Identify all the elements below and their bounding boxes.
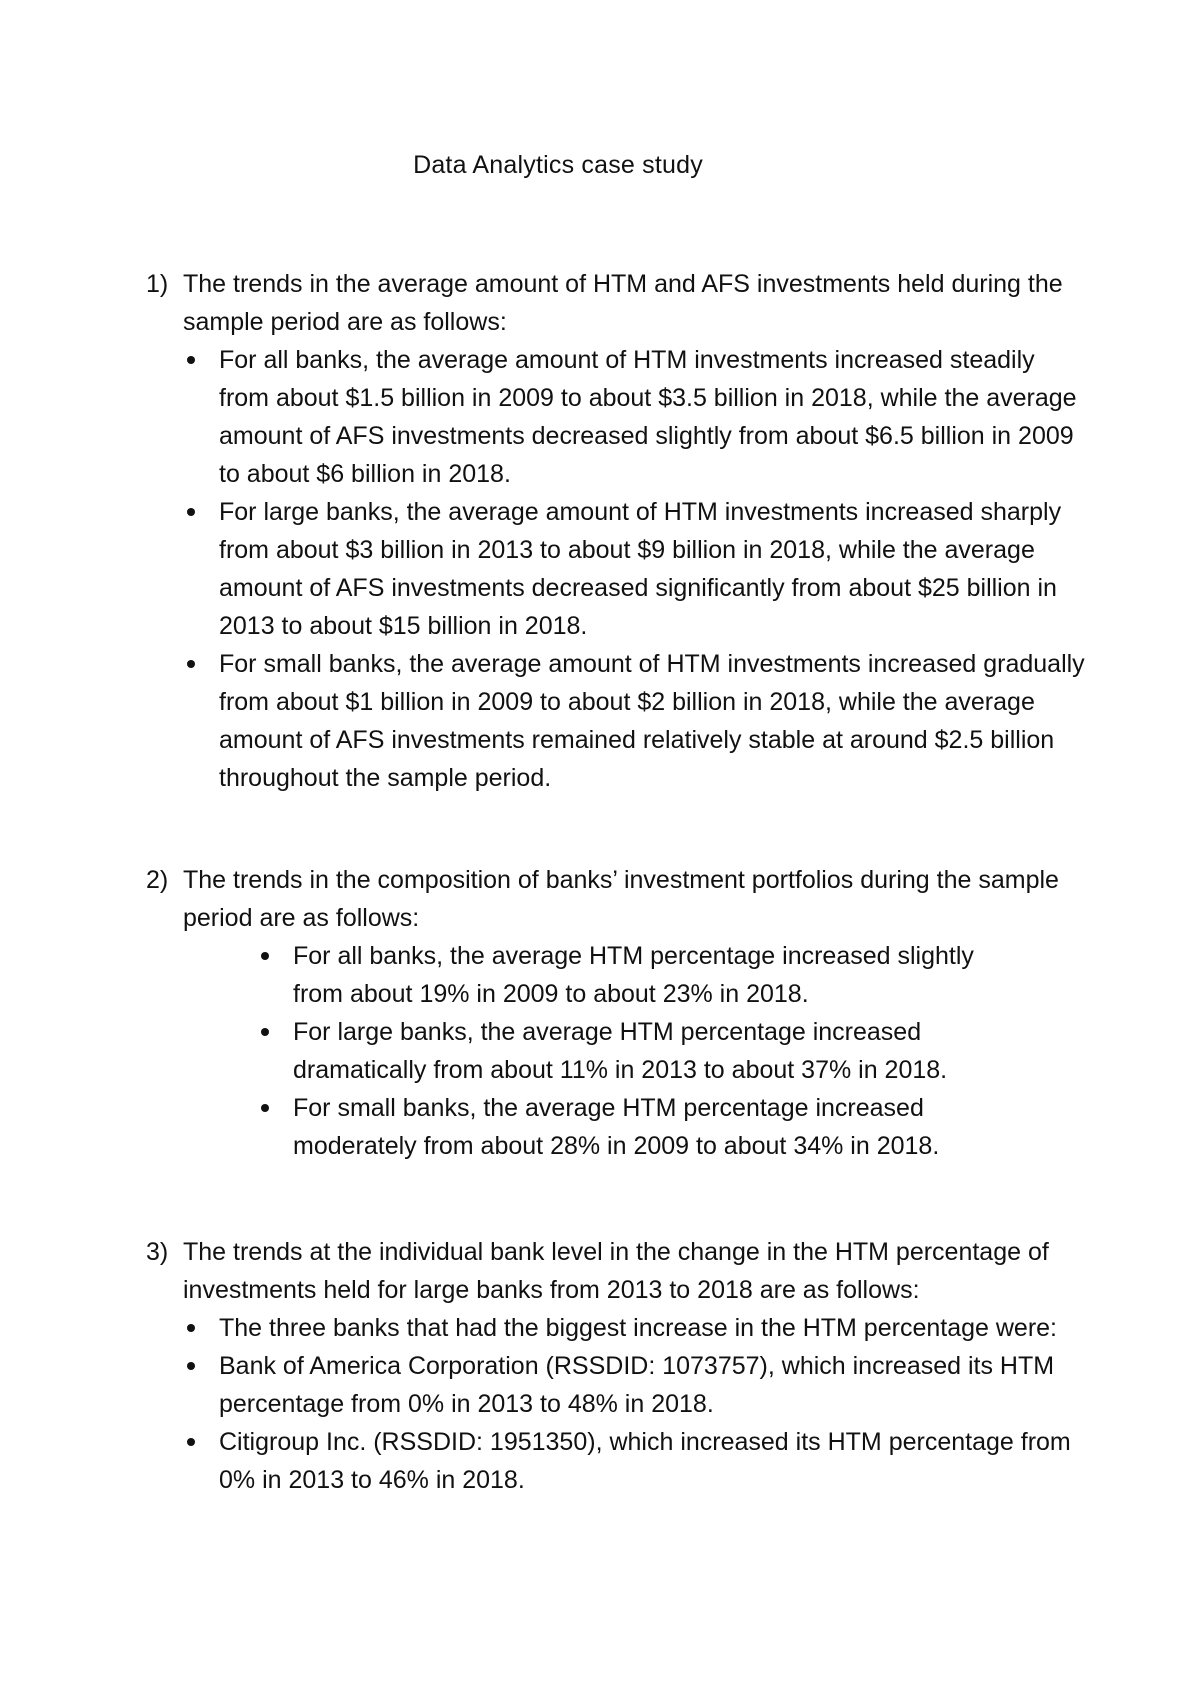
section-number: 2) (146, 866, 169, 894)
section-3 (0, 1233, 1200, 1499)
list-item (0, 937, 993, 1013)
bullet-list (0, 341, 1200, 797)
list-item-text: For small banks, the average amount of HTM investments increased gradually from about $1 billion in 2009 to about $2 billion in 2018, while the average amount of AFS investments remained relatively stable at around $2.5 billion throughout the sample period. (219, 650, 1085, 792)
list-item-text: For large banks, the average HTM percentage increased dramatically from about 11% in 2013 to about 37% in 2018. (293, 1018, 948, 1084)
bullet-icon (187, 1324, 195, 1332)
bullet-icon (187, 1438, 195, 1446)
bullet-icon (187, 508, 195, 516)
section-intro: The trends in the average amount of HTM and AFS investments held during the sample period are as follows: (183, 270, 1063, 336)
section-3-heading (0, 1233, 1200, 1309)
bullet-icon (261, 952, 269, 960)
list-item (0, 1013, 993, 1089)
bullet-list (0, 1309, 1200, 1499)
section-number: 1) (146, 270, 169, 298)
list-item-text: For all banks, the average HTM percentage increased slightly from about 19% in 2009 to about 23% in 2018. (293, 942, 974, 1008)
bullet-icon (187, 660, 195, 668)
list-item (0, 493, 1089, 645)
list-item-text: The three banks that had the biggest increase in the HTM percentage were: (219, 1314, 1057, 1342)
section-1 (0, 265, 1200, 797)
bullet-icon (261, 1028, 269, 1036)
list-item (0, 341, 1089, 493)
list-item (0, 1347, 1089, 1423)
list-item (0, 1089, 993, 1165)
section-2-heading (0, 861, 1200, 937)
document-title: Data Analytics case study (413, 151, 703, 179)
section-intro: The trends in the composition of banks’ investment portfolios during the sample period are as follows: (183, 866, 1059, 932)
list-item (0, 645, 1089, 797)
bullet-list (0, 937, 1200, 1165)
section-intro: The trends at the individual bank level in the change in the HTM percentage of investments held for large banks from 2013 to 2018 are as follows: (183, 1238, 1049, 1304)
list-item (0, 1309, 1089, 1347)
section-2 (0, 861, 1200, 1165)
list-item (0, 1423, 1089, 1499)
bullet-icon (187, 1362, 195, 1370)
section-number: 3) (146, 1238, 169, 1266)
bullet-icon (261, 1104, 269, 1112)
list-item-text: For all banks, the average amount of HTM investments increased steadily from about $1.5 billion in 2009 to about $3.5 billion in 2018, while the average amount of AFS investments decreased slightly from about $6.5 billion in 2009 to about $6 billion in 2018. (219, 346, 1077, 488)
bullet-icon (187, 356, 195, 364)
list-item-text: For small banks, the average HTM percentage increased moderately from about 28% in 2009 to about 34% in 2018. (293, 1094, 940, 1160)
list-item-text: Bank of America Corporation (RSSDID: 1073757), which increased its HTM percentage from 0% in 2013 to 48% in 2018. (219, 1352, 1055, 1418)
list-item-text: Citigroup Inc. (RSSDID: 1951350), which increased its HTM percentage from 0% in 2013 to 46% in 2018. (219, 1428, 1071, 1494)
section-1-heading (0, 265, 1200, 341)
list-item-text: For large banks, the average amount of HTM investments increased sharply from about $3 billion in 2013 to about $9 billion in 2018, while the average amount of AFS investments decreased significantly from about $25 billion in 2013 to about $15 billion in 2018. (219, 498, 1062, 640)
